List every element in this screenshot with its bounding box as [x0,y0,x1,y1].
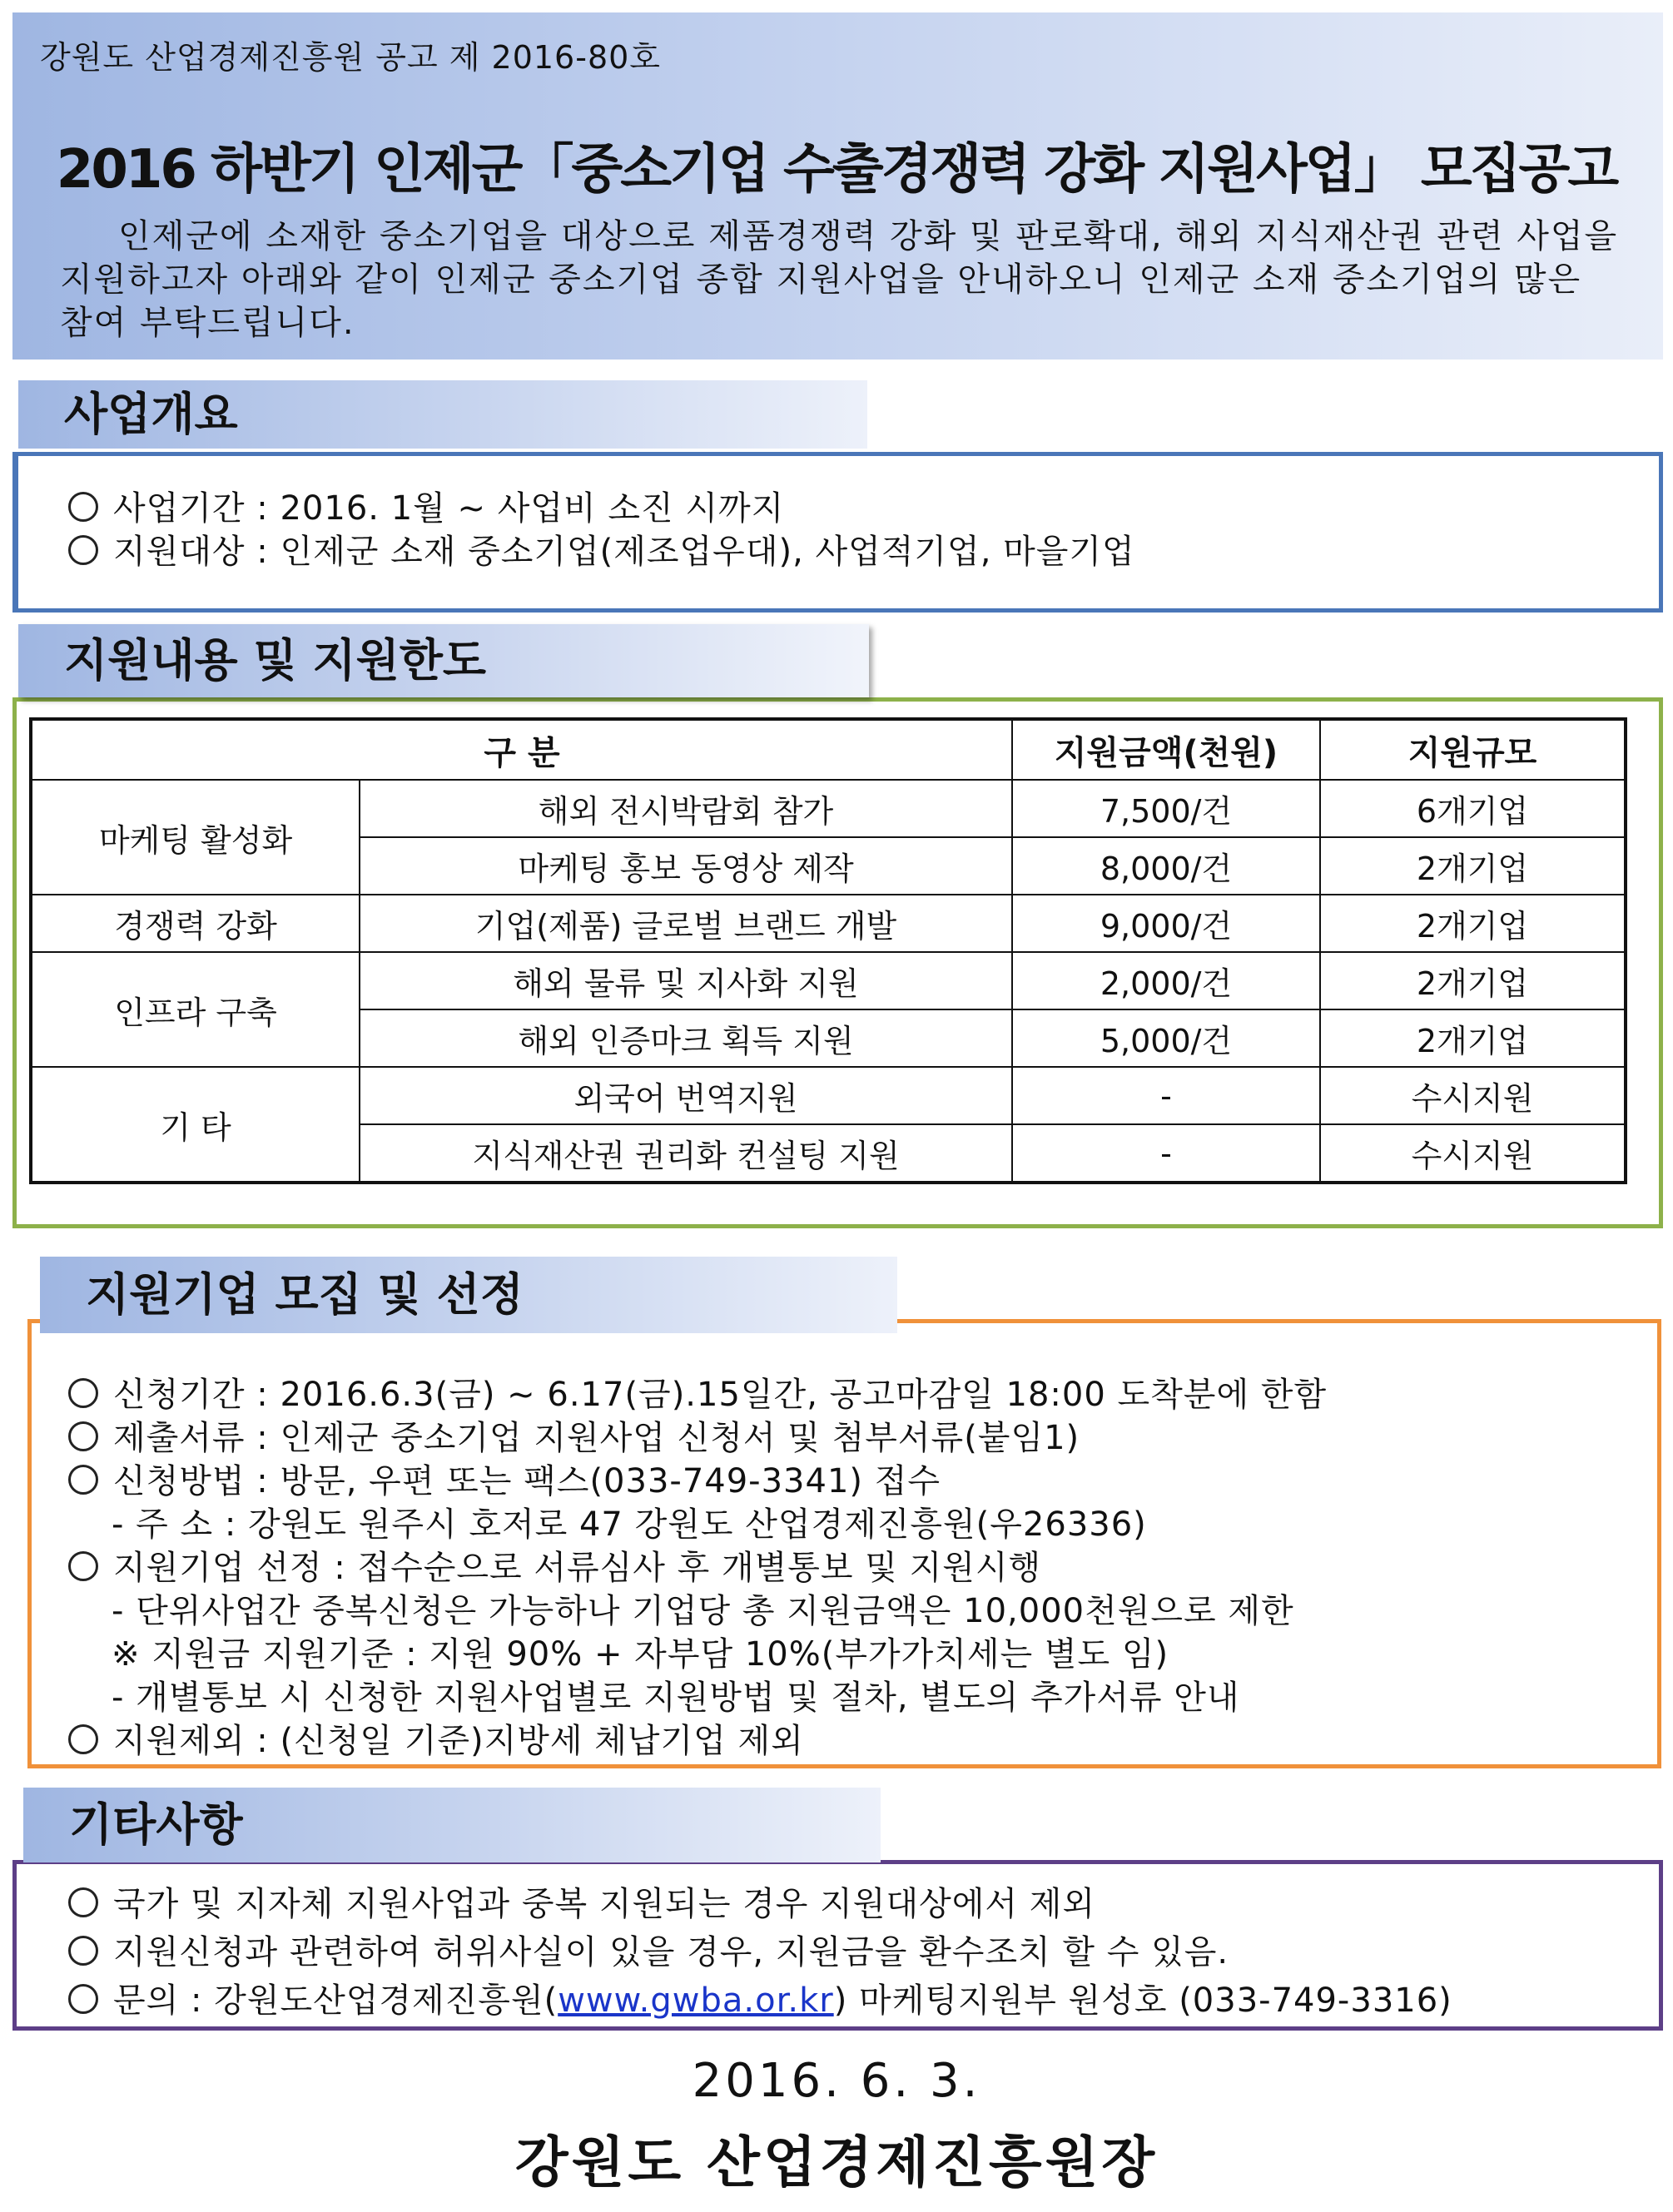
circle-bullet-icon [68,1984,98,2014]
item-cell: 기업(제품) 글로벌 브랜드 개발 [360,895,1012,952]
scale-cell: 수시지원 [1320,1067,1626,1124]
recruit-list [68,1373,1327,1763]
circle-bullet-icon [68,492,98,522]
amount-cell: - [1012,1067,1320,1124]
amount-cell: 2,000/건 [1012,952,1320,1009]
notice-number: 강원도 산업경제진흥원 공고 제 2016-80호 [40,39,662,76]
circle-bullet-icon [68,1724,98,1754]
list-item: 지원대상 : 인제군 소재 중소기업(제조업우대), 사업적기업, 마을기업 [68,530,1135,573]
column-header: 지원규모 [1320,719,1626,780]
list-subitem: - 단위사업간 중복신청은 가능하나 기업당 총 지원금액은 10,000천원으로 제한 [112,1592,1294,1630]
circle-bullet-icon [68,1465,98,1495]
group-cell: 인프라 구축 [31,952,360,1067]
etc-heading: 기타사항 [23,1788,881,1862]
list-item: 지원신청과 관련하여 허위사실이 있을 경우, 지원금을 환수조치 할 수 있음. [68,1931,1452,1974]
amount-cell: 8,000/건 [1012,837,1320,895]
amount-cell: 7,500/건 [1012,780,1320,837]
overview-list [68,487,1135,573]
circle-bullet-icon [68,1421,98,1451]
scale-cell: 6개기업 [1320,780,1626,837]
column-header: 구 분 [31,719,1012,780]
circle-bullet-icon [68,1551,98,1581]
group-cell: 기 타 [31,1067,360,1183]
table-header-row [31,719,1626,780]
scale-cell: 2개기업 [1320,952,1626,1009]
recruit-heading: 지원기업 모집 및 선정 [40,1257,897,1333]
table-row [31,895,1626,952]
scale-cell: 2개기업 [1320,837,1626,895]
item-cell: 지식재산권 권리화 컨설팅 지원 [360,1124,1012,1183]
support-heading: 지원내용 및 지원한도 [18,624,869,697]
page-title: 2016 하반기 인제군「중소기업 수출경쟁력 강화 지원사업」 모집공고 [56,139,1617,201]
list-item: 제출서류 : 인제군 중소기업 지원사업 신청서 및 첨부서류(붙임1) [68,1416,1327,1460]
table-row [31,952,1626,1009]
scale-cell: 수시지원 [1320,1124,1626,1183]
circle-bullet-icon [68,1936,98,1966]
list-item: 지원기업 선정 : 접수순으로 서류심사 후 개별통보 및 지원시행 [68,1546,1327,1590]
item-cell: 해외 물류 및 지사화 지원 [360,952,1012,1009]
etc-list [68,1882,1452,2022]
amount-cell: 5,000/건 [1012,1009,1320,1067]
amount-cell: - [1012,1124,1320,1183]
support-table [29,717,1627,1184]
list-subitem: - 개별통보 시 신청한 지원사업별로 지원방법 및 절차, 별도의 추가서류 안내 [112,1679,1240,1717]
item-cell: 해외 전시박람회 참가 [360,780,1012,837]
footer-organization: 강원도 산업경제진흥원장 [514,2130,1159,2195]
amount-cell: 9,000/건 [1012,895,1320,952]
footer-date: 2016. 6. 3. [692,2054,981,2108]
list-subitem: - 주 소 : 강원도 원주시 호저로 47 강원도 산업경제진흥원(우26336) [112,1505,1147,1544]
group-cell: 경쟁력 강화 [31,895,360,952]
circle-bullet-icon [68,535,98,565]
item-cell: 마케팅 홍보 동영상 제작 [360,837,1012,895]
table-row [31,780,1626,837]
list-item: 신청방법 : 방문, 우편 또는 팩스(033-749-3341) 접수 [68,1460,1327,1503]
list-subitem: ※ 지원금 지원기준 : 지원 90% + 자부담 10%(부가가치세는 별도 임) [112,1635,1169,1674]
item-cell: 해외 인증마크 획득 지원 [360,1009,1012,1067]
group-cell: 마케팅 활성화 [31,780,360,895]
table-row [31,1067,1626,1124]
item-cell: 외국어 번역지원 [360,1067,1012,1124]
scale-cell: 2개기업 [1320,1009,1626,1067]
contact-item: 문의 : 강원도산업경제진흥원(www.gwba.or.kr) 마케팅지원부 원성호 (033-749-3316) [68,1979,1452,2022]
scale-cell: 2개기업 [1320,895,1626,952]
circle-bullet-icon [68,1887,98,1917]
list-item: 신청기간 : 2016.6.3(금) ~ 6.17(금).15일간, 공고마감일 18:00 도착분에 한함 [68,1373,1327,1416]
circle-bullet-icon [68,1378,98,1408]
website-link[interactable]: www.gwba.or.kr [558,1981,834,2020]
intro-paragraph: 인제군에 소재한 중소기업을 대상으로 제품경쟁력 강화 및 판로확대, 해외 지식재산권 관련 사업을 지원하고자 아래와 같이 인제군 중소기업 종합 지원사업을 안내하오니 인제군 소재 중소기업의 많은 참여 부탁드립니다. [60,217,1619,342]
list-item: 지원제외 : (신청일 기준)지방세 체납기업 제외 [68,1719,1327,1763]
column-header: 지원금액(천원) [1012,719,1320,780]
list-item: 사업기간 : 2016. 1월 ~ 사업비 소진 시까지 [68,487,1135,530]
list-item: 국가 및 지자체 지원사업과 중복 지원되는 경우 지원대상에서 제외 [68,1882,1452,1926]
overview-heading: 사업개요 [18,380,867,449]
